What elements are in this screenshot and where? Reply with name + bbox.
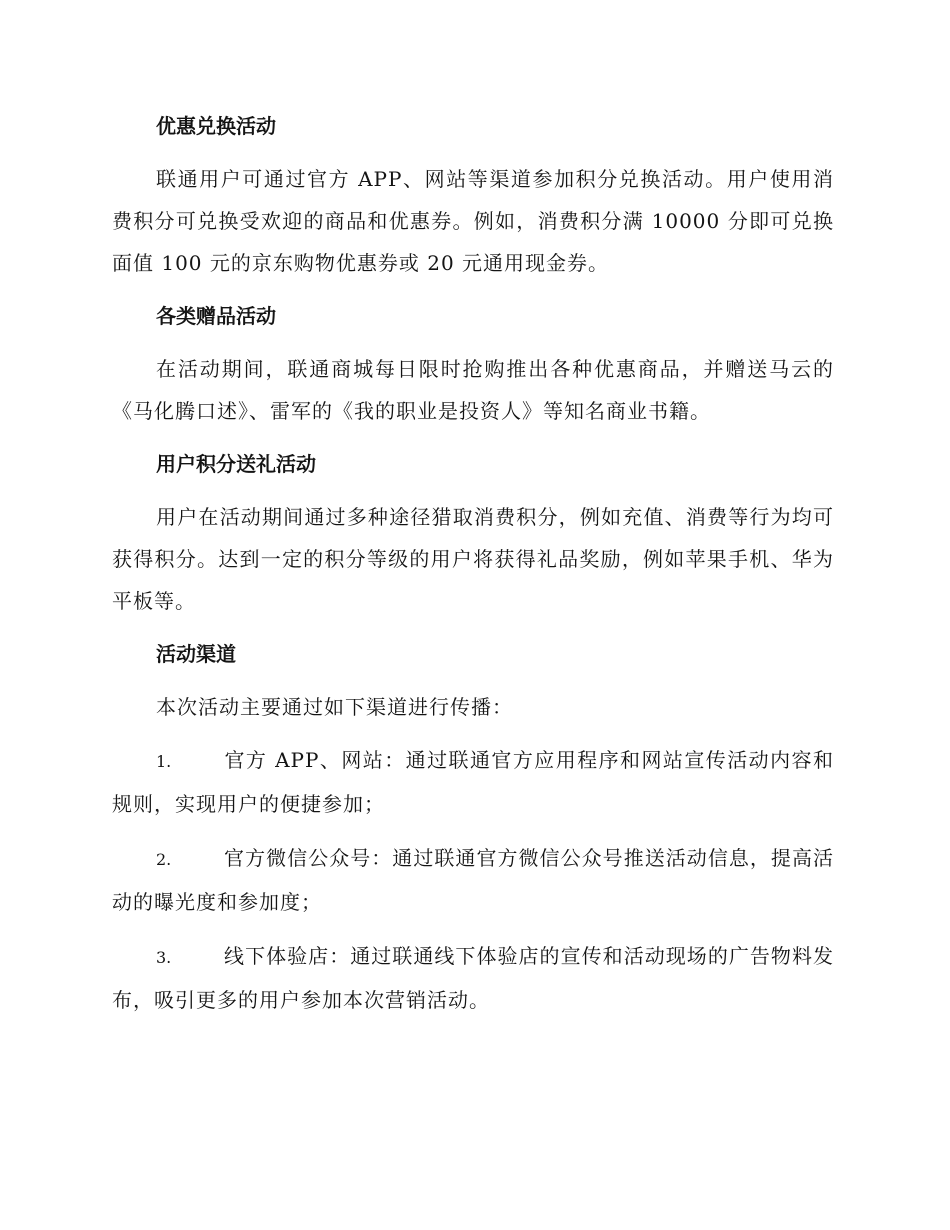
section-paragraph-points-gifts: 用户在活动期间通过多种途径猎取消费积分，例如充值、消费等行为均可获得积分。达到一定的积分等级的用户将获得礼品奖励，例如苹果手机、华为平板等。 [112,505,834,613]
section-heading-points-gifts: 用户积分送礼活动 [156,452,316,476]
section-heading-gifts: 各类赠品活动 [156,304,276,328]
section-paragraph-channels-intro: 本次活动主要通过如下渠道进行传播： [156,695,513,719]
list-item [112,935,834,1021]
list-item [112,739,834,825]
list-item-number: 2. [156,850,172,869]
section-paragraph-gifts: 在活动期间，联通商城每日限时抢购推出各种优惠商品，并赠送马云的《马化腾口述》、雷军的《我的职业是投资人》等知名商业书籍。 [112,357,834,423]
channel-list [112,739,834,1021]
list-item-number: 1. [156,752,172,771]
list-item-number: 3. [156,948,172,967]
section-paragraph-discount-exchange: 联通用户可通过官方 APP、网站等渠道参加积分兑换活动。用户使用消费积分可兑换受欢迎的商品和优惠券。例如，消费积分满 10000 分即可兑换面值 100 元的京东购物优惠券或 20 元通用现金券。 [112,167,834,275]
list-item-text: 线下体验店：通过联通线下体验店的宣传和活动现场的广告物料发布，吸引更多的用户参加本次营销活动。 [112,944,834,1012]
list-item-text: 官方 APP、网站：通过联通官方应用程序和网站宣传活动内容和规则，实现用户的便捷参加； [112,748,834,816]
document-page [112,105,834,1033]
list-item [112,837,834,923]
section-heading-channels: 活动渠道 [156,642,236,666]
list-item-text: 官方微信公众号：通过联通官方微信公众号推送活动信息，提高活动的曝光度和参加度； [112,846,834,914]
section-heading-discount-exchange: 优惠兑换活动 [156,114,276,138]
